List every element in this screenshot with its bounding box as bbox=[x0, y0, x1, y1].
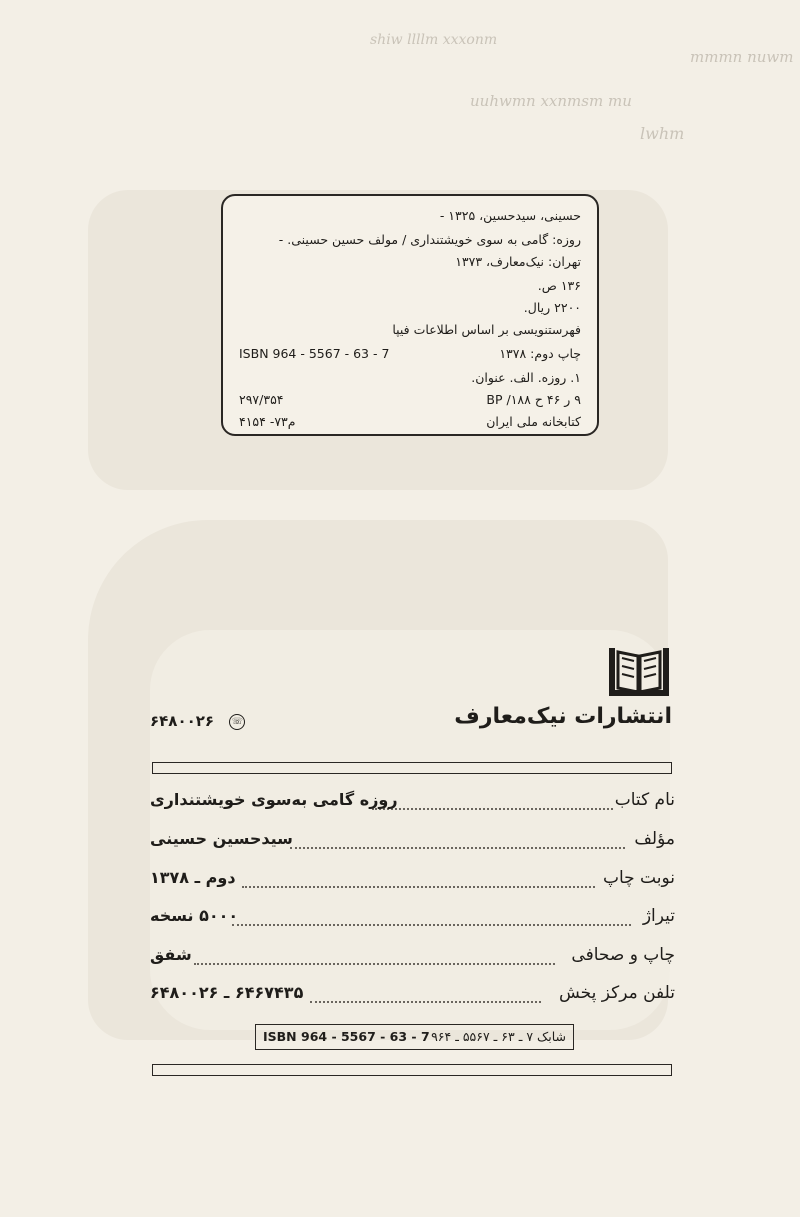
info-label: نوبت چاپ bbox=[602, 868, 675, 888]
info-row-printing bbox=[150, 945, 675, 971]
handwriting-4: lwhm bbox=[640, 124, 685, 143]
cip-library-number: ۴۱۵۴ -۷۳م bbox=[239, 414, 296, 429]
cip-line-1: حسینی، سیدحسین، ۱۳۲۵ - bbox=[439, 208, 581, 223]
dot-leader bbox=[194, 953, 555, 965]
dot-leader bbox=[372, 798, 613, 810]
cip-line-8: ۱. روزه. الف. عنوان. bbox=[471, 370, 581, 385]
publisher-name: انتشارات نیک‌معارف bbox=[454, 704, 672, 729]
info-row-circulation bbox=[150, 906, 675, 932]
cip-isbn: ISBN 964 - 5567 - 63 - 7 bbox=[239, 346, 390, 361]
cip-line-3: تهران: نیک‌معارف، ۱۳۷۳ bbox=[455, 254, 581, 269]
cip-line-9: ۹ ر ۴۶ ح ۱۸۸/ BP bbox=[486, 392, 581, 407]
info-value: ۵۰۰۰ نسخه bbox=[150, 906, 239, 925]
cip-ddc: ۲۹۷/۳۵۴ bbox=[239, 392, 284, 407]
cip-line-7: چاپ دوم: ۱۳۷۸ bbox=[499, 346, 581, 361]
info-label: مؤلف bbox=[634, 829, 675, 849]
cip-line-5: ۲۲۰۰ ریال. bbox=[523, 300, 581, 315]
dot-leader bbox=[232, 914, 631, 926]
info-value: روزه گامی به‌سوی خویشتنداری bbox=[150, 790, 398, 809]
book-logo-icon bbox=[606, 644, 672, 700]
info-value: شفق bbox=[150, 945, 192, 964]
dot-leader bbox=[242, 876, 595, 888]
divider-top bbox=[152, 762, 672, 774]
cip-line-2: روزه: گامی به سوی خویشتنداری / مولف حسین حسینی. - bbox=[278, 232, 581, 247]
info-value: ۶۴۶۷۴۳۵ ـ ۶۴۸۰۰۲۶ bbox=[150, 983, 304, 1002]
divider-bottom bbox=[152, 1064, 672, 1076]
dot-leader bbox=[310, 991, 541, 1003]
handwriting-3: mmmn nuwm bbox=[690, 48, 794, 66]
info-value: دوم ـ ۱۳۷۸ bbox=[150, 868, 236, 887]
info-row-author bbox=[150, 829, 675, 855]
info-value: سیدحسین حسینی bbox=[150, 829, 293, 848]
isbn-box bbox=[255, 1024, 574, 1050]
cip-line-10: کتابخانه ملی ایران bbox=[486, 414, 581, 429]
info-row-edition bbox=[150, 868, 675, 894]
info-label: تیراژ bbox=[642, 906, 675, 926]
cip-line-4: ۱۳۶ ص. bbox=[537, 278, 581, 293]
phone-icon: ☏ bbox=[229, 714, 245, 730]
dot-leader bbox=[290, 837, 625, 849]
isbn-persian: شابک ۷ ـ ۶۳ ـ ۵۵۶۷ ـ ۹۶۴ bbox=[431, 1029, 566, 1044]
handwriting-2: uuhwmn xxnmsm mu bbox=[470, 92, 632, 110]
cip-line-6: فهرستنویسی بر اساس اطلاعات فیپا bbox=[392, 322, 581, 337]
handwriting-1: shiw llllm xxxonm bbox=[370, 32, 498, 48]
info-label: تلفن مرکز پخش bbox=[558, 983, 675, 1003]
isbn-latin: ISBN 964 - 5567 - 63 - 7 bbox=[263, 1029, 430, 1044]
info-row-title bbox=[150, 790, 675, 816]
publisher-phone bbox=[150, 712, 245, 730]
info-label: چاپ و صحافی bbox=[571, 945, 675, 965]
cataloging-box bbox=[221, 194, 599, 436]
publisher-phone-number: ۶۴۸۰۰۲۶ bbox=[150, 712, 215, 730]
info-row-distribution-phone bbox=[150, 983, 675, 1009]
info-label: نام کتاب bbox=[614, 790, 675, 810]
